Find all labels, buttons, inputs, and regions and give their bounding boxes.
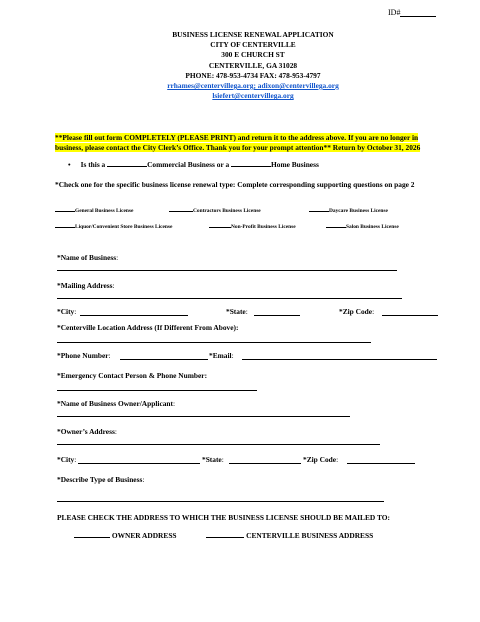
street-address: 300 E CHURCH ST (221, 50, 285, 60)
home-blank[interactable] (231, 159, 271, 167)
owner-state-input[interactable] (229, 463, 301, 464)
form-header (0, 30, 480, 101)
id-input-line[interactable] (400, 8, 436, 17)
zip-input[interactable] (382, 315, 438, 316)
email-links-primary[interactable]: rrhames@centervillega.org; adixon@centervillega.org (167, 81, 339, 91)
emergency-contact-label: *Emergency Contact Person & Phone Number: (57, 371, 208, 380)
city-state-zip: CENTERVILLE, GA 31028 (208, 60, 298, 70)
business-name-label: *Name of Business: (57, 253, 119, 262)
license-salon[interactable]: Salon Business License (326, 222, 399, 230)
state-input[interactable] (254, 315, 300, 316)
id-field (388, 8, 436, 17)
owner-city-input[interactable] (78, 463, 200, 464)
commercial-blank[interactable] (107, 159, 147, 167)
city-label: *City: (57, 307, 77, 316)
owner-zip-input[interactable] (347, 463, 415, 464)
owner-zip-label: *Zip Code: (303, 455, 339, 464)
business-description-input[interactable] (57, 501, 384, 502)
phone-label: *Phone Number: (57, 351, 111, 360)
email-label: *Email: (209, 351, 234, 360)
owner-city-label: *City: (57, 455, 77, 464)
emergency-contact-input[interactable] (57, 390, 257, 391)
instructions-notice (55, 133, 445, 153)
license-types-row-1 (55, 206, 455, 216)
business-address-check[interactable] (206, 530, 244, 538)
business-type-prefix: Is this a (80, 160, 108, 169)
notice-text: **Please fill out form COMPLETELY (PLEASE PRINT) and return it to the address above. If you are no longer in business, please contact the City Clerk’s Office. Thank you for your prompt attention** Return by October 31, 2026 (55, 133, 421, 153)
email-input[interactable] (242, 359, 437, 360)
commercial-label: Commercial Business or a (147, 160, 231, 169)
owner-address-check[interactable] (74, 530, 110, 538)
license-nonprofit[interactable]: Non-Profit Business License (209, 222, 296, 230)
mailing-address-input[interactable] (57, 298, 402, 299)
city-name: CITY OF CENTERVILLE (210, 40, 296, 50)
mail-to-heading: PLEASE CHECK THE ADDRESS TO WHICH THE BUSINESS LICENSE SHOULD BE MAILED TO: (57, 513, 390, 522)
license-daycare[interactable]: Daycare Business License (309, 206, 388, 214)
license-types-row-2 (55, 222, 455, 232)
license-liquor[interactable]: Liquor/Convenient Store Business License (55, 222, 172, 230)
state-label: *State: (226, 307, 248, 316)
zip-label: *Zip Code: (339, 307, 375, 316)
business-type-question (68, 159, 319, 169)
email-link-secondary[interactable]: lsiefert@centervillega.org (212, 91, 294, 101)
owner-state-label: *State: (202, 455, 224, 464)
bullet-icon: • (68, 160, 71, 169)
business-name-input[interactable] (57, 270, 397, 271)
mail-to-options (74, 530, 373, 540)
owner-name-input[interactable] (57, 416, 350, 417)
location-address-input[interactable] (57, 342, 371, 343)
license-contractors[interactable]: Contractors Business License (169, 206, 261, 214)
phone-fax: PHONE: 478-953-4734 FAX: 478-953-4797 (185, 70, 321, 80)
location-address-label: *Centerville Location Address (If Different From Above): (57, 323, 239, 332)
id-label: ID# (388, 8, 401, 17)
city-input[interactable] (80, 315, 188, 316)
owner-address-input[interactable] (57, 444, 380, 445)
form-title: BUSINESS LICENSE RENEWAL APPLICATION (172, 30, 334, 39)
mailing-address-label: *Mailing Address: (57, 281, 115, 290)
home-label: Home Business (271, 160, 319, 169)
owner-address-option: OWNER ADDRESS (111, 531, 177, 540)
business-description-label: *Describe Type of Business: (57, 475, 145, 484)
license-type-instruction: *Check one for the specific business license renewal type: Complete corresponding supporting questions on page 2 (55, 180, 415, 189)
owner-name-label: *Name of Business Owner/Applicant: (57, 399, 176, 408)
phone-input[interactable] (120, 359, 208, 360)
license-general[interactable]: General Business License (55, 206, 133, 214)
owner-address-label: *Owner’s Address: (57, 427, 117, 436)
business-address-option: CENTERVILLE BUSINESS ADDRESS (246, 531, 374, 540)
